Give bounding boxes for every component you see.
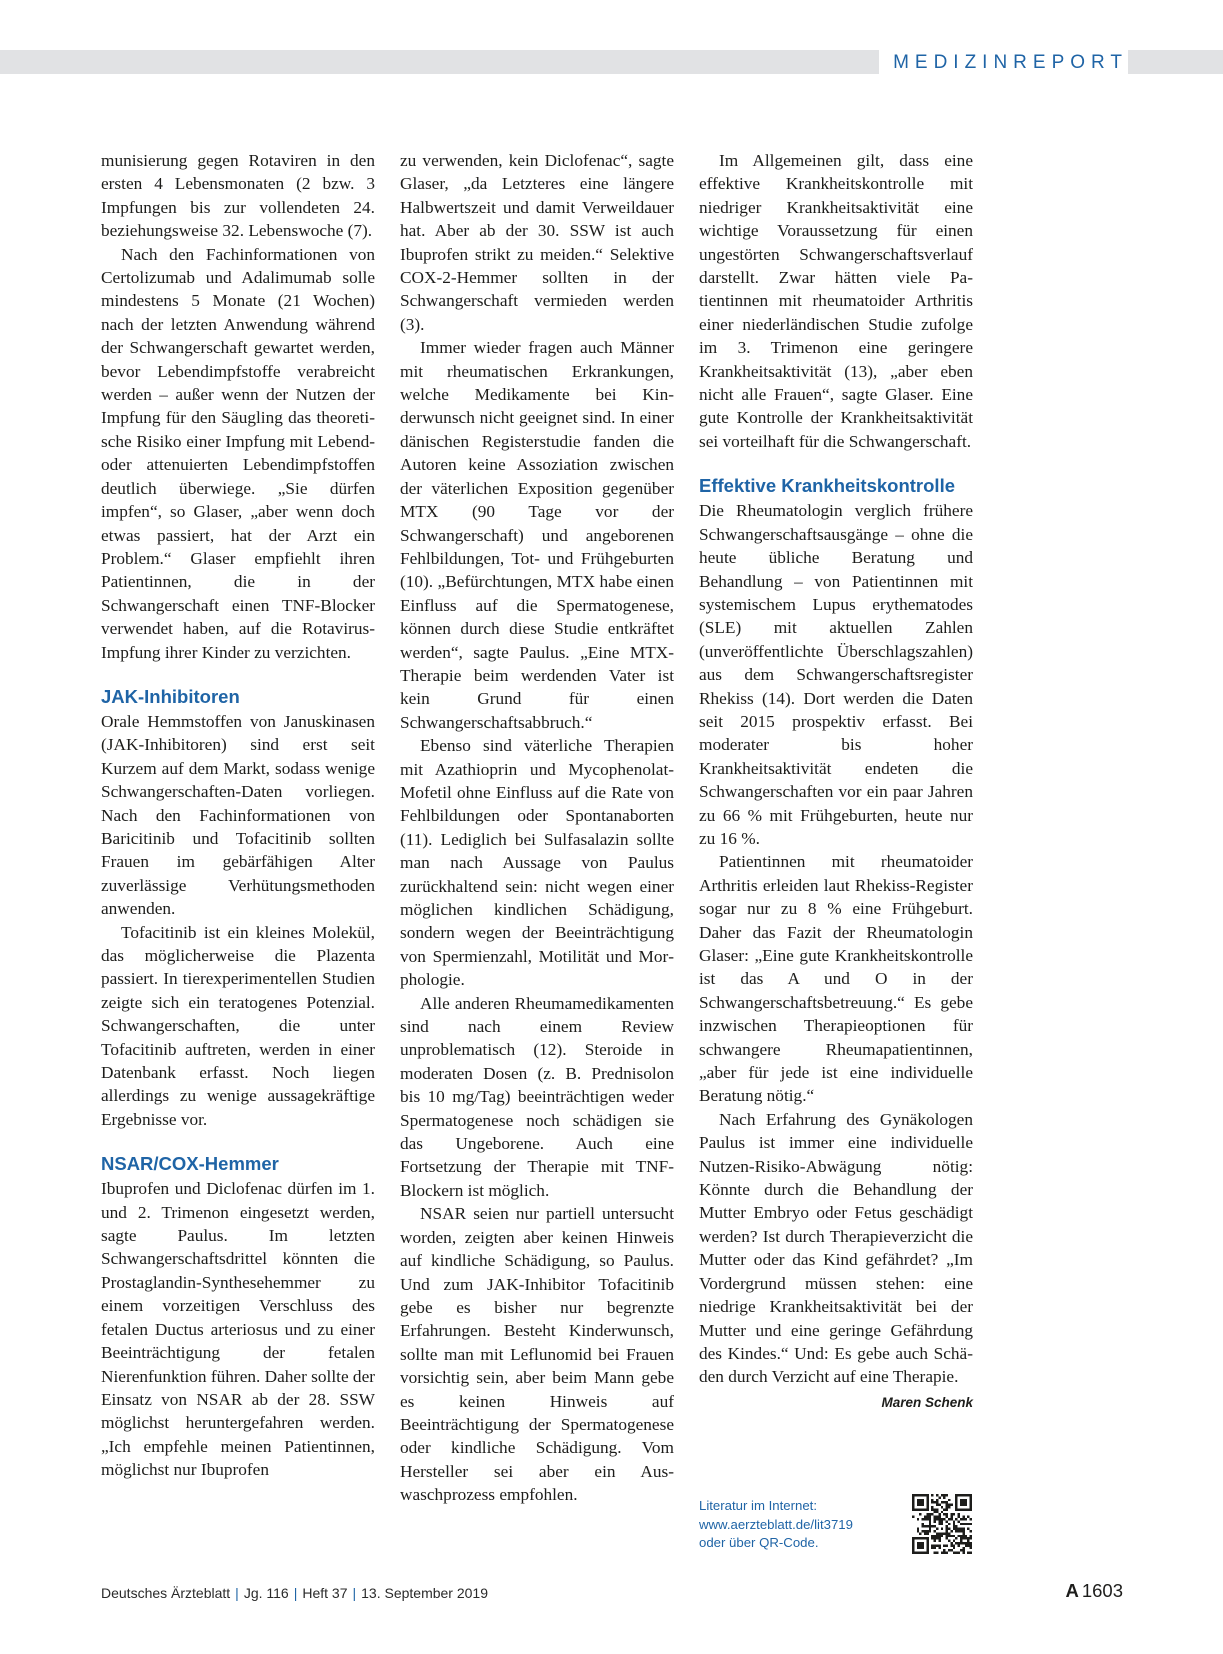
article-paragraph: Orale Hemmstoffen von Januskinasen (JAK-Inhibitoren) sind erst seit Kurzem auf dem Markt, sodass wenige Schwangerschaften-Daten vorliegen. Nach den Fachinformationen von Baricitinib und Tofacitinib sollten Frauen im gebärfähigen Alter zuverlässige Verhütungsmethoden anwenden. (101, 711, 375, 919)
article-paragraph: Ibuprofen und Diclofenac dürfen im 1. und 2. Trimenon eingesetzt werden, sagte Paulus. Im letzten Schwangerschaftsdrittel könnten die Prostaglandin-Synthesehemmer zu einem vorzeitigen Verschluss des fetalen Ductus arteriosus und zu einer Beeinträchtigung der fetalen Nierenfunktion führen. Daher sollte der Einsatz von NSAR ab der 28. SSW möglichst heruntergefahren werden. „Ich empfehle meinen Patientinnen, möglichst nur Ibuprofen (101, 1179, 376, 1480)
author-signature: Maren Schenk (881, 1394, 973, 1410)
article-paragraph: zu verwenden, kein Diclofenac“, sagte Glaser, „da Letzteres eine längere Halbwertszeit und damit Verweildauer hat. Aber ab der 30. SSW ist auch Ibuprofen strikt zu meiden.“ Selektive COX-2-Hemmer sollten in der Schwangerschaft vermieden werden (3). (400, 151, 674, 334)
article-paragraph: munisierung gegen Rotaviren in den ersten 4 Lebensmonaten (2 bzw. 3 Impfungen bis zur vollendeten 24. beziehungsweise 32. Lebenswoche (7). (101, 151, 375, 241)
qr-code-icon[interactable] (912, 1494, 972, 1554)
section-label: MEDIZINREPORT (879, 50, 1128, 74)
article-column-1 (101, 149, 375, 1482)
page-number-value: 1603 (1081, 1580, 1123, 1601)
literature-qr-note: oder über QR-Code. (699, 1535, 819, 1550)
article-paragraph: Ebenso sind väterliche Therapien mit Azathioprin und Mycophenolat-Mofetil ohne Einfluss auf die Rate von Fehlbildungen oder Spontanaborten (11). Lediglich bei Sulfasalazin sollte man nach Aussage von Paulus zurückhaltend sein: nicht wegen einer möglichen kindlichen Schädigung, sondern wegen der Beeinträchtigung von Spermienzahl, Motilität und Morphologie. (400, 736, 674, 990)
article-column-2 (400, 149, 674, 1507)
issue-date: 13. September 2019 (361, 1585, 488, 1601)
article-paragraph: Im Allgemeinen gilt, dass eine effektive Krankheitskontrolle mit niedriger Krankheitsaktivität eine wichtige Voraussetzung für einen ungestörten Schwangerschaftsverlauf darstellt. Zwar hätten viele Patientinnen mit rheumatoider Arthritis einer niederländischen Studie zufolge im 3. Trimenon eine geringere Krankheitsaktivität (13), „aber eben nicht alle Frauen“, sagte Glaser. Eine gute Kontrolle der Krankheitsaktivität sei vorteilhaft für die Schwangerschaft. (699, 151, 973, 451)
article-paragraph: Die Rheumatologin verglich frühere Schwangerschaftsausgänge – ohne die heute übliche Beratung und Behandlung – von Patientinnen mit systemischem Lupus erythematodes (SLE) mit aktuellen Zahlen (unveröffentlichte Überschlagszahlen) aus dem Schwangerschaftsregister Rhekiss (14). Dort werden die Daten seit 2015 prospektiv erfasst. Bei moderater bis hoher Krankheitsaktivität endeten die Schwangerschaften vor ein paar Jahren zu 66 % mit Frühgeburten, heute nur zu 16 %. (699, 501, 973, 848)
article-paragraph: Tofacitinib ist ein kleines Molekül, das möglicherweise die Plazenta passiert. In tierexperimentellen Studien zeigte sich ein teratogenes Potenzial. Schwangerschaften, die unter Tofacitinib auftreten, werden in einer Datenbank erfasst. Noch liegen allerdings zu wenige aussagekräftige Ergebnisse vor. (101, 922, 375, 1129)
article-paragraph: Alle anderen Rheumamedikamenten sind nach einem Review unproblematisch (12). Steroide in moderaten Dosen (z. B. Prednisolon bis 10 mg/Tag) beeinträchtigen weder Spermatogenese noch schädigen sie das Ungeborene. Auch eine Fortsetzung der Therapie mit TNF-Blockern ist möglich. (400, 993, 674, 1200)
footer-separator: | (235, 1585, 239, 1601)
journal-name: Deutsches Ärzteblatt (101, 1585, 231, 1601)
section-heading: NSAR/COX-Hemmer (101, 1153, 279, 1175)
journal-issue: Heft 37 (302, 1585, 348, 1601)
footer-separator: | (352, 1585, 357, 1601)
footer-separator: | (293, 1585, 298, 1601)
article-paragraph: NSAR seien nur partiell untersucht worden, zeigten aber keinen Hinweis auf kindliche Schädigung, so Paulus. Und zum JAK-Inhibitor Tofacitinib gebe es bisher nur begrenzte Erfahrungen. Besteht Kinderwunsch, sollte man mit Leflunomid bei Frauen vorsichtig sein, aber beim Mann gebe es keinen Hinweis auf Beeinträchtigung der Spermatogenese oder kindliche Schädigung. Vom Hersteller sei aber ein Auswaschprozess empfohlen. (400, 1204, 674, 1505)
article-paragraph: Patientinnen mit rheumatoider Arthritis erleiden laut Rhekiss-Register sogar nur zu 8 % eine Frühgeburt. Daher das Fazit der Rheumatologin Glaser: „Eine gute Krankheitskontrolle ist das A und O in der Schwangerschaftsbetreuung.“ Es gebe inzwischen Therapieoptionen für schwangere Rheumapatientinnen, „aber für jede ist eine individuelle Beratung nötig.“ (699, 852, 973, 1106)
article-column-3 (699, 149, 973, 1414)
footer (101, 1585, 488, 1601)
journal-volume: Jg. 116 (243, 1585, 289, 1601)
page-number (1065, 1580, 1123, 1602)
article-paragraph: Nach Erfahrung des Gynäkologen Paulus ist immer eine individuelle Nutzen-Risiko-Abwägung nötig: Könnte durch die Behandlung der Mutter Embryo oder Fetus geschädigt werden? Ist durch Therapieverzicht die Mutter oder das Kind gefährdet? „Im Vordergrund müssen stehen: eine niedrige Krankheitsaktivität bei der Mutter und eine geringe Gefährdung des Kindes.“ Und: Es gebe auch Schäden durch Verzicht auf eine Therapie. Maren Schenk (699, 1108, 973, 1389)
article-paragraph: Immer wieder fragen auch Männer mit rheumatischen Erkrankungen, welche Medikamente bei Kinderwunsch nicht geeignet sind. In einer dänischen Registerstudie fanden die Autoren keine Assoziation zwischen der väterlichen Exposition gegenüber MTX (90 Tage vor der Schwangerschaft) und angeborenen Fehlbildungen, Tot- und Frühgeburten (10). „Befürchtungen, MTX habe einen Einfluss auf die Spermatogenese, können durch diese Studie entkräftet werden“, sagte Paulus. „Eine MTX-Therapie beim werdenden Vater ist kein Grund für einen Schwangerschaftsabbruch.“ (400, 338, 674, 732)
literature-link[interactable]: www.aerzteblatt.de/lit3719 (699, 1516, 853, 1532)
page-prefix: A (1065, 1580, 1079, 1601)
section-heading: Effektive Krankheitskontrolle (699, 475, 955, 497)
section-heading: JAK-Inhibitoren (101, 685, 240, 707)
article-paragraph: Nach den Fachinformationen von Certolizumab und Adalimumab solle mindestens 5 Monate (21 Wochen) nach der letzten Anwendung während der Schwangerschaft gewartet werden, bevor Lebendimpfstoffe verabreicht werden – außer wenn der Nutzen der Impfung für den Säugling das theoretische Risiko einer Impfung mit Lebend- oder attenuierten Lebendimpfstoffen deutlich überwiege. „Sie dürfen impfen“, so Glaser, „aber wenn doch etwas passiert, hat der Arzt ein Problem.“ Glaser empfiehlt ihren Patientinnen, die in der Schwangerschaft einen TNF-Blocker verwendet haben, auf die Rotavirus-Impfung ihrer Kinder zu verzichten. (101, 244, 375, 662)
literature-box (699, 1497, 899, 1553)
literature-label: Literatur im Internet: (699, 1498, 818, 1513)
